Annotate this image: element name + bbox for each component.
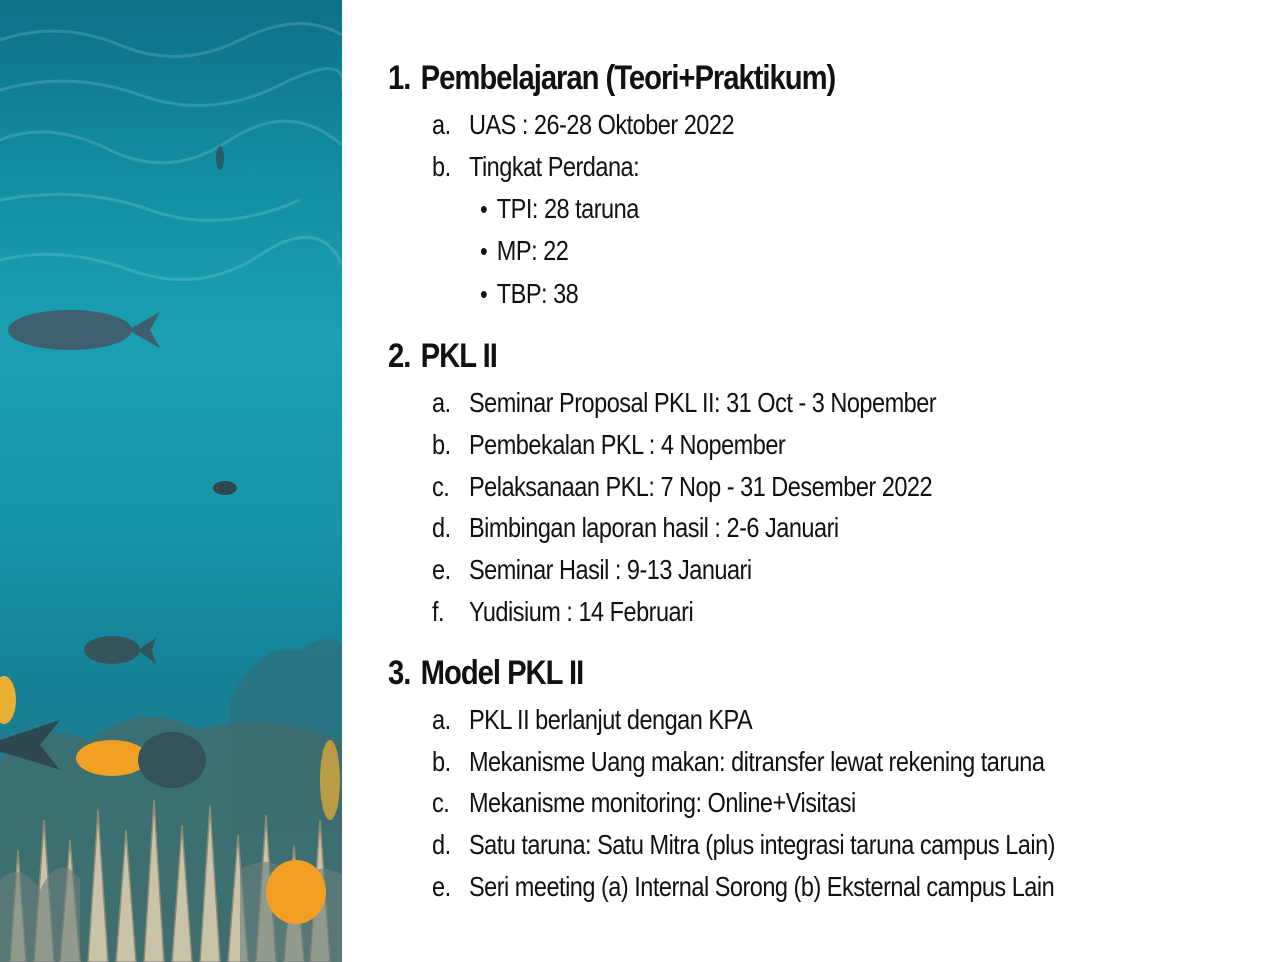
list-marker: f. (432, 595, 445, 627)
list-item (432, 507, 1134, 549)
list-item (432, 424, 1134, 466)
list-item-text: Mekanisme monitoring: Online+Visitasi (468, 787, 856, 819)
list-item-text: UAS : 26-28 Oktober 2022 (468, 109, 735, 140)
list-marker: e. (432, 870, 451, 902)
section-number: 1. (388, 59, 411, 97)
section-number: 3. (388, 653, 411, 692)
list-marker: a. (432, 386, 451, 418)
section-title: Pembelajaran (Teori+Praktikum) (420, 59, 836, 97)
list-item (432, 466, 1134, 508)
section-model-pkl-ii (388, 647, 1268, 908)
section-title: Model PKL II (420, 653, 584, 692)
slide-content (388, 52, 1268, 922)
list-item-text: Satu taruna: Satu Mitra (plus integrasi taruna campus Lain) (468, 829, 1055, 861)
bullet-item (480, 273, 1142, 316)
list-item-text: Seri meeting (a) Internal Sorong (b) Eksternal campus Lain (468, 870, 1055, 902)
list-item-text: Seminar Hasil : 9-13 Januari (468, 554, 752, 586)
list-item-text: Mekanisme Uang makan: ditransfer lewat rekening taruna (468, 745, 1045, 777)
bullet-item-text: MP: 22 (496, 235, 569, 267)
list-item (432, 382, 1134, 424)
list-item (432, 104, 1134, 146)
list-marker: a. (432, 703, 451, 735)
list-marker: e. (432, 554, 451, 586)
list-marker: b. (432, 428, 451, 460)
list-item (432, 741, 1134, 783)
list-item (432, 866, 1134, 908)
bullet-dot-icon: • (480, 236, 488, 267)
list-marker: b. (432, 150, 451, 182)
bullet-dot-icon: • (480, 279, 488, 310)
bullet-item (480, 230, 1142, 273)
list-item (432, 549, 1134, 591)
list-item (432, 146, 1134, 188)
list-item-text: Pembekalan PKL : 4 Nopember (468, 428, 786, 460)
list-item-text: Bimbingan laporan hasil : 2-6 Januari (468, 512, 839, 544)
list-item-text: PKL II berlanjut dengan KPA (468, 703, 753, 735)
section-pembelajaran (388, 52, 1268, 316)
list-item-text: Pelaksanaan PKL: 7 Nop - 31 Desember 2022 (468, 470, 933, 502)
section-title: PKL II (420, 336, 497, 375)
list-item-text: Tingkat Perdana: (468, 150, 640, 182)
underwater-reef-illustration (0, 0, 342, 962)
section-number: 2. (388, 336, 411, 375)
bullet-item-text: TBP: 38 (496, 278, 579, 310)
list-item-text: Yudisium : 14 Februari (468, 595, 694, 627)
section-pkl-ii (388, 330, 1268, 633)
section-heading (388, 52, 1145, 104)
section-heading (388, 647, 1145, 699)
list-marker: c. (432, 470, 450, 502)
underwater-reef-image (0, 0, 342, 962)
list-marker: b. (432, 745, 451, 777)
list-marker: d. (432, 829, 451, 861)
list-marker: a. (432, 109, 451, 140)
list-item (432, 824, 1134, 866)
section-heading (388, 330, 1145, 382)
list-item (432, 782, 1134, 824)
bullet-dot-icon: • (480, 193, 488, 224)
list-marker: d. (432, 512, 451, 544)
bullet-item-text: TPI: 28 taruna (496, 192, 639, 224)
bullet-item (480, 188, 1142, 231)
list-item-text: Seminar Proposal PKL II: 31 Oct - 3 Nopember (468, 386, 937, 418)
list-marker: c. (432, 787, 450, 819)
list-item (432, 591, 1134, 633)
list-item (432, 699, 1134, 741)
